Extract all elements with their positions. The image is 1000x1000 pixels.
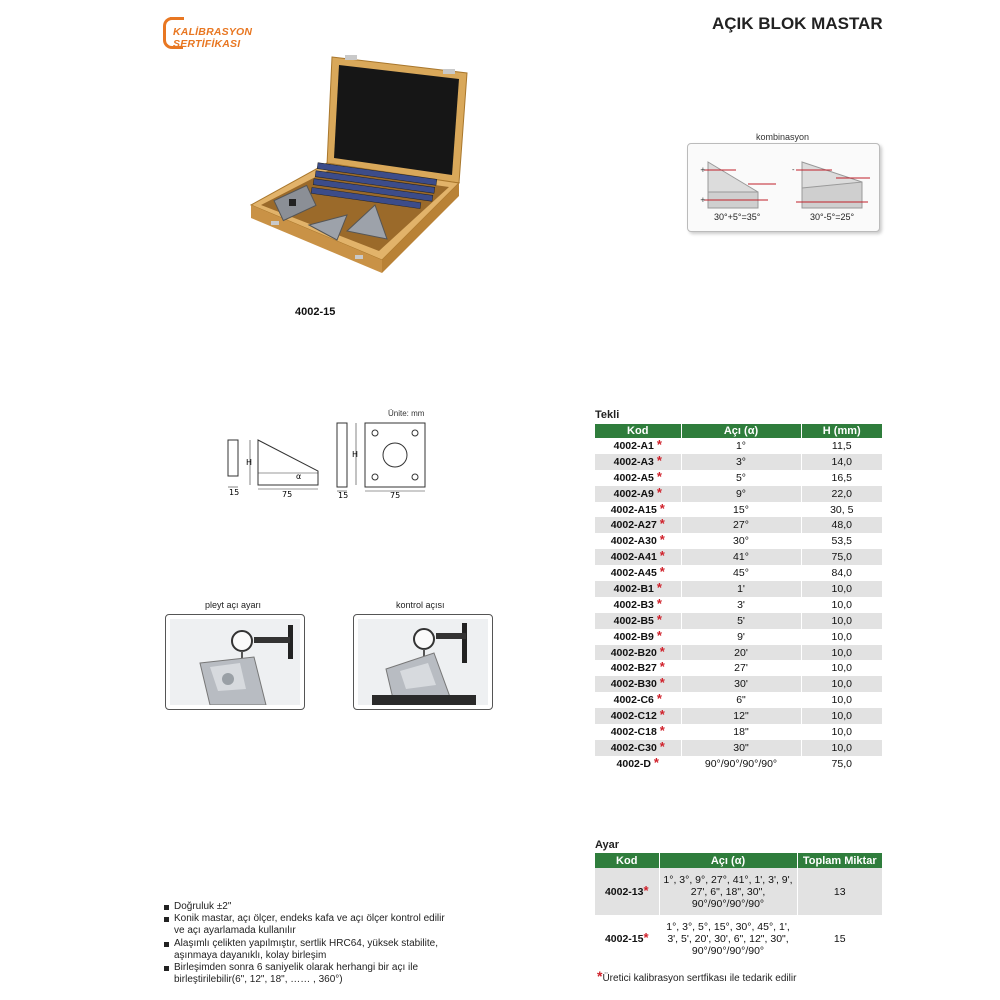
code-cell: [595, 581, 681, 597]
set-code-cell: [595, 915, 659, 962]
star-mark: *: [656, 627, 662, 643]
height-cell: 10,0: [801, 645, 883, 661]
block-code: 4002-C6: [613, 694, 654, 707]
angle-cell: 27': [681, 660, 801, 676]
set-code-cell: [595, 868, 659, 915]
table-row: [595, 517, 883, 533]
star-mark: *: [659, 532, 665, 548]
code-cell: [595, 629, 681, 645]
block-code: 4002-C18: [610, 725, 657, 738]
dim-alpha: α: [296, 472, 302, 481]
star-mark: *: [659, 548, 665, 564]
height-cell: 16,5: [801, 470, 883, 486]
star-mark: *: [659, 659, 665, 675]
block-code: 4002-B30: [610, 678, 657, 691]
block-code: 4002-A3: [613, 455, 654, 468]
combination-difference-diagram: [792, 152, 872, 214]
column-header-aci: Açı (α): [659, 853, 797, 868]
dimension-drawing: [222, 405, 442, 500]
block-code: 4002-C12: [610, 710, 657, 723]
height-cell: 14,0: [801, 454, 883, 470]
dimension-unit: Ünite: mm: [388, 409, 425, 418]
table-row: [595, 645, 883, 661]
code-cell: [595, 486, 681, 502]
svg-text:-: -: [792, 166, 795, 174]
product-code: 4002-15: [295, 306, 336, 318]
table-row: [595, 454, 883, 470]
plate-angle-setup-image: [165, 614, 305, 710]
code-cell: [595, 756, 681, 772]
dim-length-2: 75: [390, 491, 401, 500]
code-cell: [595, 597, 681, 613]
control-angle-title: kontrol açısı: [396, 600, 445, 610]
table-row: [595, 565, 883, 581]
dim-width-2: 15: [338, 491, 349, 500]
table-row: [595, 581, 883, 597]
table-row: [595, 915, 883, 962]
combination-difference-caption: 30°-5°=25°: [810, 212, 855, 222]
column-header-kod: Kod: [595, 424, 681, 438]
angle-cell: 1': [681, 581, 801, 597]
star-mark: *: [656, 595, 662, 611]
table-row: [595, 533, 883, 549]
star-mark: *: [659, 738, 665, 754]
height-cell: 10,0: [801, 660, 883, 676]
star-mark: *: [643, 929, 649, 945]
table-row: [595, 724, 883, 740]
star-mark: *: [597, 968, 603, 984]
logo-text-line1: KALİBRASYON: [173, 26, 253, 38]
footnote: [597, 968, 797, 984]
height-cell: 22,0: [801, 486, 883, 502]
single-blocks-table: [595, 424, 883, 772]
angle-cell: 45°: [681, 565, 801, 581]
control-angle-image: [353, 614, 493, 710]
table-row: [595, 676, 883, 692]
code-cell: [595, 676, 681, 692]
combination-title: kombinasyon: [756, 132, 810, 142]
star-mark: *: [653, 754, 659, 770]
height-cell: 84,0: [801, 565, 883, 581]
height-cell: 10,0: [801, 692, 883, 708]
table-row: [595, 708, 883, 724]
height-cell: 10,0: [801, 708, 883, 724]
height-cell: 10,0: [801, 724, 883, 740]
block-code: 4002-A5: [613, 471, 654, 484]
star-mark: *: [659, 516, 665, 532]
table-header-row: [595, 853, 883, 868]
table-row: [595, 756, 883, 772]
block-code: 4002-B27: [610, 662, 657, 675]
dim-h-label-1: H: [246, 458, 253, 467]
list-item: Birleşimden sonra 6 saniyelik olarak herhangi bir açı ile birleştirilebilir(6", 12", 18", …… , 360°): [163, 962, 453, 986]
footnote-text: Üretici kalibrasyon sertfikası ile tedarik edilir: [602, 973, 797, 984]
combination-figure: [687, 143, 880, 232]
set-code: 4002-13: [604, 885, 644, 898]
set-angles-cell: 1°, 3°, 5°, 15°, 30°, 45°, 1', 3', 5', 20', 30', 6", 12", 30", 90°/90°/90°/90°: [659, 915, 797, 962]
angle-cell: 18": [681, 724, 801, 740]
column-header-aci: Açı (α): [681, 424, 801, 438]
star-mark: *: [656, 579, 662, 595]
star-mark: *: [659, 675, 665, 691]
angle-cell: 9': [681, 629, 801, 645]
star-mark: *: [656, 468, 662, 484]
dim-width-1: 15: [229, 488, 240, 497]
set-code: 4002-15: [604, 932, 644, 945]
single-section-label: Tekli: [595, 409, 620, 421]
star-mark: *: [643, 882, 649, 898]
code-cell: [595, 533, 681, 549]
block-code: 4002-D: [616, 757, 651, 770]
table-row: [595, 549, 883, 565]
code-cell: [595, 565, 681, 581]
code-cell: [595, 454, 681, 470]
set-section-label: Ayar: [595, 839, 620, 851]
block-code: 4002-A27: [610, 519, 657, 532]
column-header-total: Toplam Miktar: [797, 853, 883, 868]
star-mark: *: [659, 564, 665, 580]
block-code: 4002-C30: [610, 741, 657, 754]
svg-text:+: +: [700, 196, 706, 204]
table-row: [595, 613, 883, 629]
star-mark: *: [656, 611, 662, 627]
table-row: [595, 660, 883, 676]
block-code: 4002-A30: [610, 535, 657, 548]
block-code: 4002-B1: [613, 582, 654, 595]
star-mark: *: [656, 452, 662, 468]
code-cell: [595, 724, 681, 740]
code-cell: [595, 502, 681, 518]
height-cell: 10,0: [801, 629, 883, 645]
block-code: 4002-A15: [610, 503, 657, 516]
code-cell: [595, 692, 681, 708]
page-title: AÇIK BLOK MASTAR: [712, 14, 883, 33]
block-code: 4002-B9: [613, 630, 654, 643]
table-row: [595, 692, 883, 708]
set-angles-cell: 1°, 3°, 9°, 27°, 41°, 1', 3', 9', 27', 6", 18", 30", 90°/90°/90°/90°: [659, 868, 797, 915]
table-row: [595, 486, 883, 502]
block-code: 4002-B3: [613, 598, 654, 611]
code-cell: [595, 549, 681, 565]
angle-cell: 12": [681, 708, 801, 724]
star-mark: *: [659, 722, 665, 738]
combination-sum-caption: 30°+5°=35°: [714, 212, 761, 222]
set-total-cell: 13: [797, 868, 883, 915]
list-item: Konik mastar, açı ölçer, endeks kafa ve açı ölçer kontrol edilir ve açı ayarlamada kullanılır: [163, 913, 453, 937]
table-row: [595, 470, 883, 486]
height-cell: 10,0: [801, 613, 883, 629]
combination-sum-diagram: [698, 152, 778, 214]
svg-text:+: +: [700, 166, 706, 174]
code-cell: [595, 660, 681, 676]
angle-cell: 30': [681, 676, 801, 692]
column-header-kod: Kod: [595, 853, 659, 868]
logo-text-line2: SERTİFİKASI: [173, 38, 241, 50]
height-cell: 10,0: [801, 676, 883, 692]
height-cell: 10,0: [801, 581, 883, 597]
block-code: 4002-A41: [610, 551, 657, 564]
code-cell: [595, 645, 681, 661]
code-cell: [595, 613, 681, 629]
block-code: 4002-A1: [613, 439, 654, 452]
star-mark: *: [659, 643, 665, 659]
block-code: 4002-B20: [610, 646, 657, 659]
height-cell: 48,0: [801, 517, 883, 533]
angle-cell: 3°: [681, 454, 801, 470]
set-total-cell: 15: [797, 915, 883, 962]
angle-cell: 41°: [681, 549, 801, 565]
angle-cell: 30": [681, 740, 801, 756]
dim-length-1: 75: [282, 490, 293, 499]
height-cell: 75,0: [801, 549, 883, 565]
table-row: [595, 740, 883, 756]
angle-cell: 6": [681, 692, 801, 708]
angle-cell: 15°: [681, 502, 801, 518]
dim-h-label-2: H: [352, 450, 359, 459]
angle-cell: 20': [681, 645, 801, 661]
height-cell: 10,0: [801, 740, 883, 756]
star-mark: *: [656, 484, 662, 500]
star-mark: *: [659, 500, 665, 516]
table-row: [595, 629, 883, 645]
code-cell: [595, 438, 681, 454]
list-item: Alaşımlı çelikten yapılmıştır, sertlik HRC64, yüksek stabilite, aşınmaya dayanıklı, kolay birleşim: [163, 938, 453, 962]
feature-list: [163, 901, 453, 986]
angle-cell: 1°: [681, 438, 801, 454]
code-cell: [595, 470, 681, 486]
calibration-certificate-logo: [163, 17, 263, 51]
set-table: [595, 853, 883, 962]
angle-cell: 3': [681, 597, 801, 613]
table-header-row: [595, 424, 883, 438]
product-case-image: [247, 55, 472, 275]
height-cell: 75,0: [801, 756, 883, 772]
angle-cell: 5': [681, 613, 801, 629]
table-row: [595, 597, 883, 613]
table-row: [595, 868, 883, 915]
code-cell: [595, 517, 681, 533]
block-code: 4002-A9: [613, 487, 654, 500]
angle-cell: 27°: [681, 517, 801, 533]
height-cell: 30, 5: [801, 502, 883, 518]
plate-angle-setup-title: pleyt açı ayarı: [205, 600, 262, 610]
block-code: 4002-B5: [613, 614, 654, 627]
height-cell: 53,5: [801, 533, 883, 549]
table-row: [595, 502, 883, 518]
block-code: 4002-A45: [610, 567, 657, 580]
height-cell: 10,0: [801, 597, 883, 613]
height-cell: 11,5: [801, 438, 883, 454]
column-header-h: H (mm): [801, 424, 883, 438]
table-row: [595, 438, 883, 454]
angle-cell: 9°: [681, 486, 801, 502]
list-item: Doğruluk ±2": [163, 901, 453, 913]
angle-cell: 30°: [681, 533, 801, 549]
star-mark: *: [659, 707, 665, 723]
star-mark: *: [656, 691, 662, 707]
code-cell: [595, 708, 681, 724]
angle-cell: 5°: [681, 470, 801, 486]
code-cell: [595, 740, 681, 756]
star-mark: *: [656, 436, 662, 452]
angle-cell: 90°/90°/90°/90°: [681, 756, 801, 772]
